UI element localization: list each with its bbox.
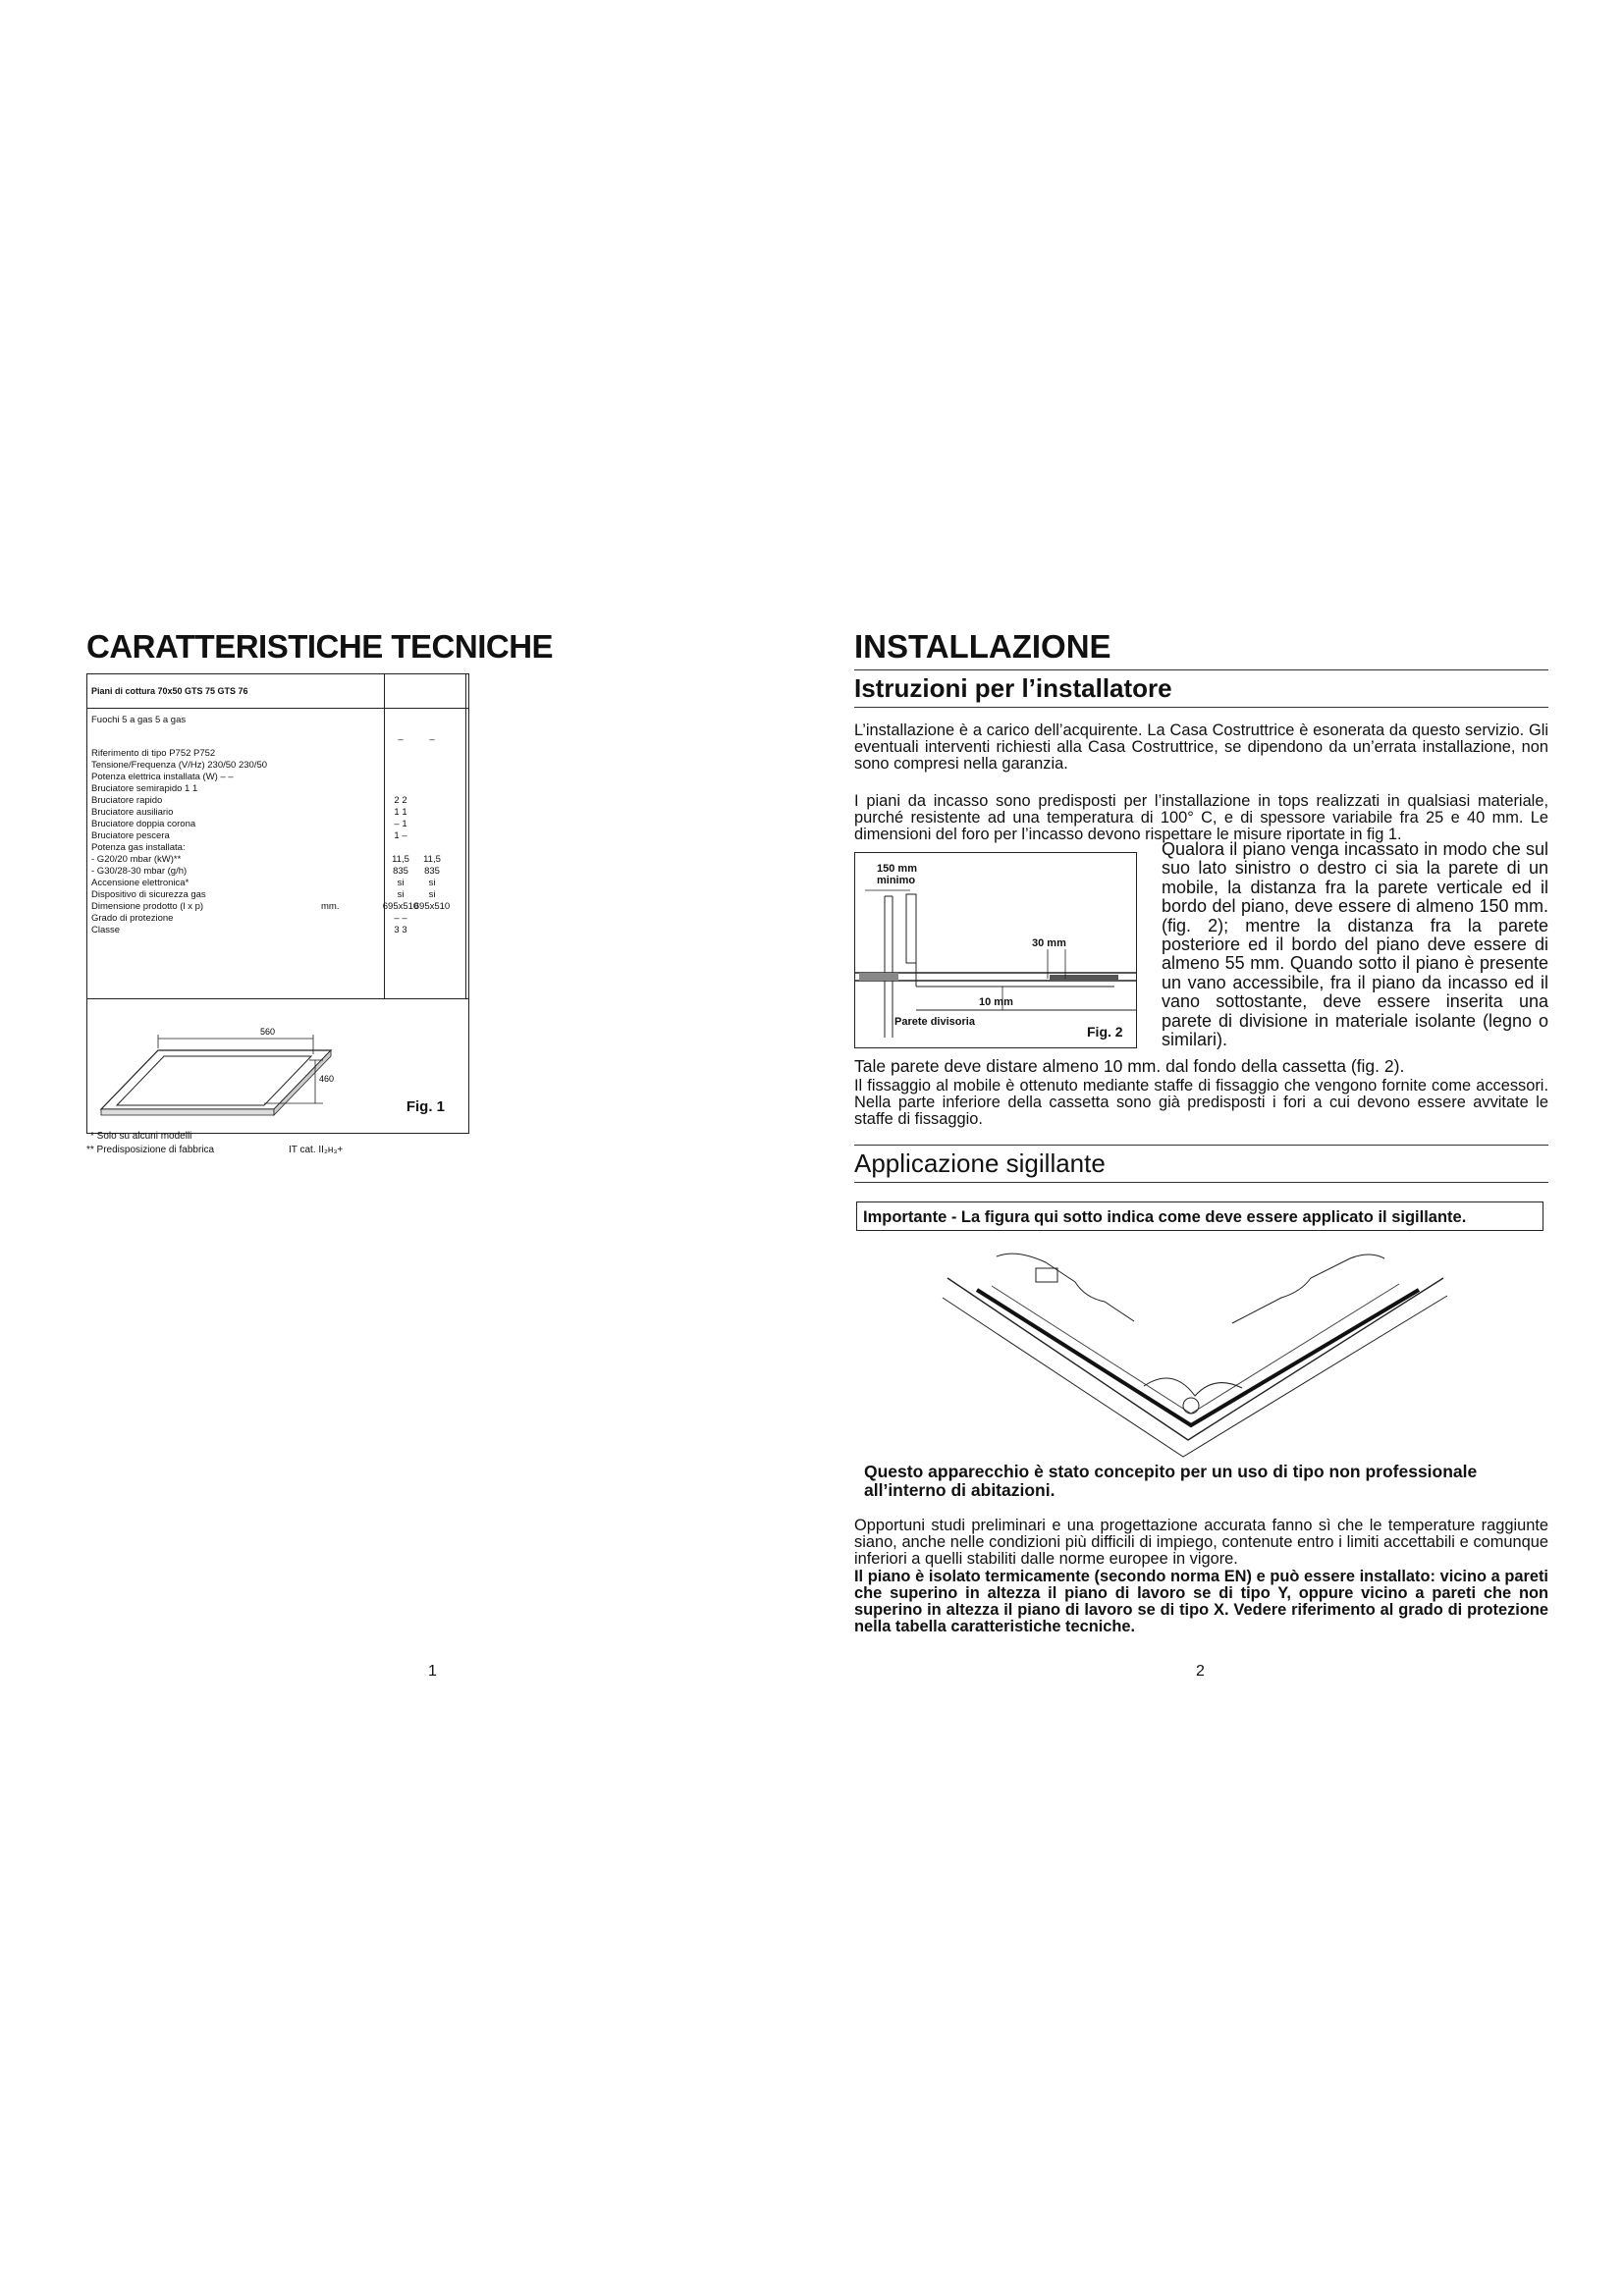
page-title-installation: INSTALLAZIONE: [854, 628, 1111, 665]
important-notice: Importante - La figura qui sotto indica come deve essere applicato il sigillante.: [856, 1201, 1543, 1231]
divider: [854, 669, 1548, 670]
paragraph-insulation: Il piano è isolato termicamente (secondo norma EN) e può essere installato: vicino a pareti che superino in altezza il piano di lavoro se di tipo Y, oppure vicino a pareti che non superino in altezza il piano di lavoro se di tipo X. Vedere riferimento al grado di protezione nella tabella caratteristiche tecniche.: [854, 1568, 1548, 1635]
spec-row-label: Bruciatore pescera: [91, 830, 170, 841]
spec-row-label: Potenza elettrica installata (W) – –: [91, 772, 234, 782]
professional-use-warning: Questo apparecchio è stato concepito per un uso di tipo non professionale all’interno di abitazioni.: [864, 1462, 1478, 1500]
spec-row-value-1: – 1: [394, 819, 407, 829]
spec-row-label: Riferimento di tipo P752 P752: [91, 748, 216, 759]
spec-row-label: Fuochi 5 a gas 5 a gas: [91, 715, 187, 725]
footnote-1: * Solo su alcuni modelli: [90, 1131, 192, 1142]
table-header-text: Piani di cottura 70x50 GTS 75 GTS 76: [91, 686, 248, 696]
divider: [854, 707, 1548, 708]
spec-row-label: Bruciatore rapido: [91, 795, 163, 806]
page-number-1: 1: [428, 1663, 437, 1680]
spec-row-label: Potenza gas installata:: [91, 842, 186, 853]
spec-row-label: - G30/28-30 mbar (g/h): [91, 866, 188, 877]
spec-row-value-1: si: [397, 878, 405, 888]
spec-row-label: Bruciatore ausiliario: [91, 807, 174, 818]
paragraph-fixing: Il fissaggio al mobile è ottenuto mediante staffe di fissaggio che vengono fornite come accessori. Nella parte inferiore della cassetta sono già predisposti i fori a cui devono essere avvitate le staffe di fissaggio.: [854, 1077, 1548, 1128]
spec-row-label: Accensione elettronica*: [91, 878, 189, 888]
paragraph-temperature: Opportuni studi preliminari e una progettazione accurata fanno sì che le temperature raggiunte siano, anche nelle condizioni più difficili di impiego, contenute entro i limiti accettabili e comunque inferiori a quelli stabiliti dalle norme europee in vigore.: [854, 1517, 1548, 1568]
spec-row-label: Bruciatore doppia corona: [91, 819, 196, 829]
table-body: [87, 709, 468, 999]
figure-1-caption: Fig. 1: [406, 1098, 445, 1115]
spec-row-value-1: 695x510: [382, 901, 419, 912]
spec-row-value-1: 835: [393, 866, 408, 877]
paragraph-partition-distance: Tale parete deve distare almeno 10 mm. dal fondo della cassetta (fig. 2).: [854, 1056, 1405, 1076]
label-minimo: minimo: [877, 875, 916, 886]
divider: [854, 1145, 1548, 1146]
spec-row-unit: mm.: [321, 901, 340, 912]
spec-row-value-2: si: [428, 878, 436, 888]
footnote-2: ** Predisposizione di fabbrica: [86, 1145, 215, 1155]
dim-depth-label: 460: [319, 1074, 335, 1084]
spec-row-label: - G20/20 mbar (kW)**: [91, 854, 182, 865]
spec-row-value-1: si: [397, 889, 405, 900]
label-30mm: 30 mm: [1032, 937, 1066, 949]
spec-row-value-2: 695x510: [413, 901, 451, 912]
table-header: [87, 674, 468, 709]
sealant-application-drawing: [938, 1239, 1448, 1460]
figure-1: [87, 999, 468, 1133]
figure-2: [854, 852, 1137, 1048]
footnote-category: IT cat. II₂ʜ₃+: [289, 1145, 344, 1155]
spec-row-label: Bruciatore semirapido 1 1: [91, 783, 198, 794]
spec-table: [86, 673, 469, 1134]
section-title-sealant: Applicazione sigillante: [854, 1148, 1106, 1178]
section-title-installer: Istruzioni per l’installatore: [854, 673, 1172, 703]
spec-row-value-1: –: [398, 734, 404, 745]
page-title-specs: CARATTERISTICHE TECNICHE: [86, 628, 554, 665]
label-parete-divisoria: Parete divisoria: [894, 1016, 975, 1028]
paragraph-installation-intro: L’installazione è a carico dell’acquirente. La Casa Costruttrice è esonerata da questo servizio. Gli eventuali interventi richiesti alla Casa Costruttrice, se dipendono da un’errata installazione, non sono compresi nella garanzia.: [854, 721, 1548, 773]
spec-row-label: Classe: [91, 925, 121, 935]
spec-row-value-1: – –: [394, 913, 407, 924]
page-number-2: 2: [1196, 1663, 1205, 1680]
spec-row-value-1: 3 3: [394, 925, 407, 935]
spec-row-value-1: 2 2: [394, 795, 407, 806]
spec-row-value-1: 11,5: [392, 854, 409, 865]
spec-row-value-2: 835: [424, 866, 440, 877]
dim-width-label: 560: [260, 1027, 276, 1037]
figure-2-caption: Fig. 2: [1087, 1024, 1123, 1040]
spec-row-label: Dimensione prodotto (l x p): [91, 901, 204, 912]
spec-row-label: Dispositivo di sicurezza gas: [91, 889, 206, 900]
paragraph-cutout-dimensions: I piani da incasso sono predisposti per l’installazione in tops realizzati in qualsiasi materiale, purché resistente ad una temperatura di 100° C, e di spessore variabile fra 25 e 40 mm. Le dimensioni del foro per l’incasso devono rispettare le misure riportate in fig 1.: [854, 792, 1548, 843]
spec-row-value-2: –: [429, 734, 435, 745]
spec-row-value-1: 1 1: [394, 807, 407, 818]
spec-row-value-2: si: [428, 889, 436, 900]
spec-row-label: Tensione/Frequenza (V/Hz) 230/50 230/50: [91, 760, 268, 771]
spec-row-value-1: 1 –: [394, 830, 407, 841]
spec-row-label: Grado di protezione: [91, 913, 174, 924]
divider: [854, 1182, 1548, 1183]
paragraph-wall-distance: Qualora il piano venga incassato in modo che sul suo lato sinistro o destro ci sia la parete di un mobile, la distanza fra la parete verticale ed il bordo del piano, deve essere di almeno 150 mm. (fig. 2); mentre la distanza fra la parete posteriore ed il bordo del piano deve essere di almeno 55 mm. Quando sotto il piano è presente un vano accessibile, fra il piano da incasso ed il vano sottostante, deve essere inserita una parete di divisione in materiale isolante (legno o similari).: [1162, 839, 1548, 1050]
label-10mm: 10 mm: [979, 996, 1013, 1008]
label-150mm: 150 mm: [877, 863, 917, 875]
spec-row-value-2: 11,5: [423, 854, 441, 865]
